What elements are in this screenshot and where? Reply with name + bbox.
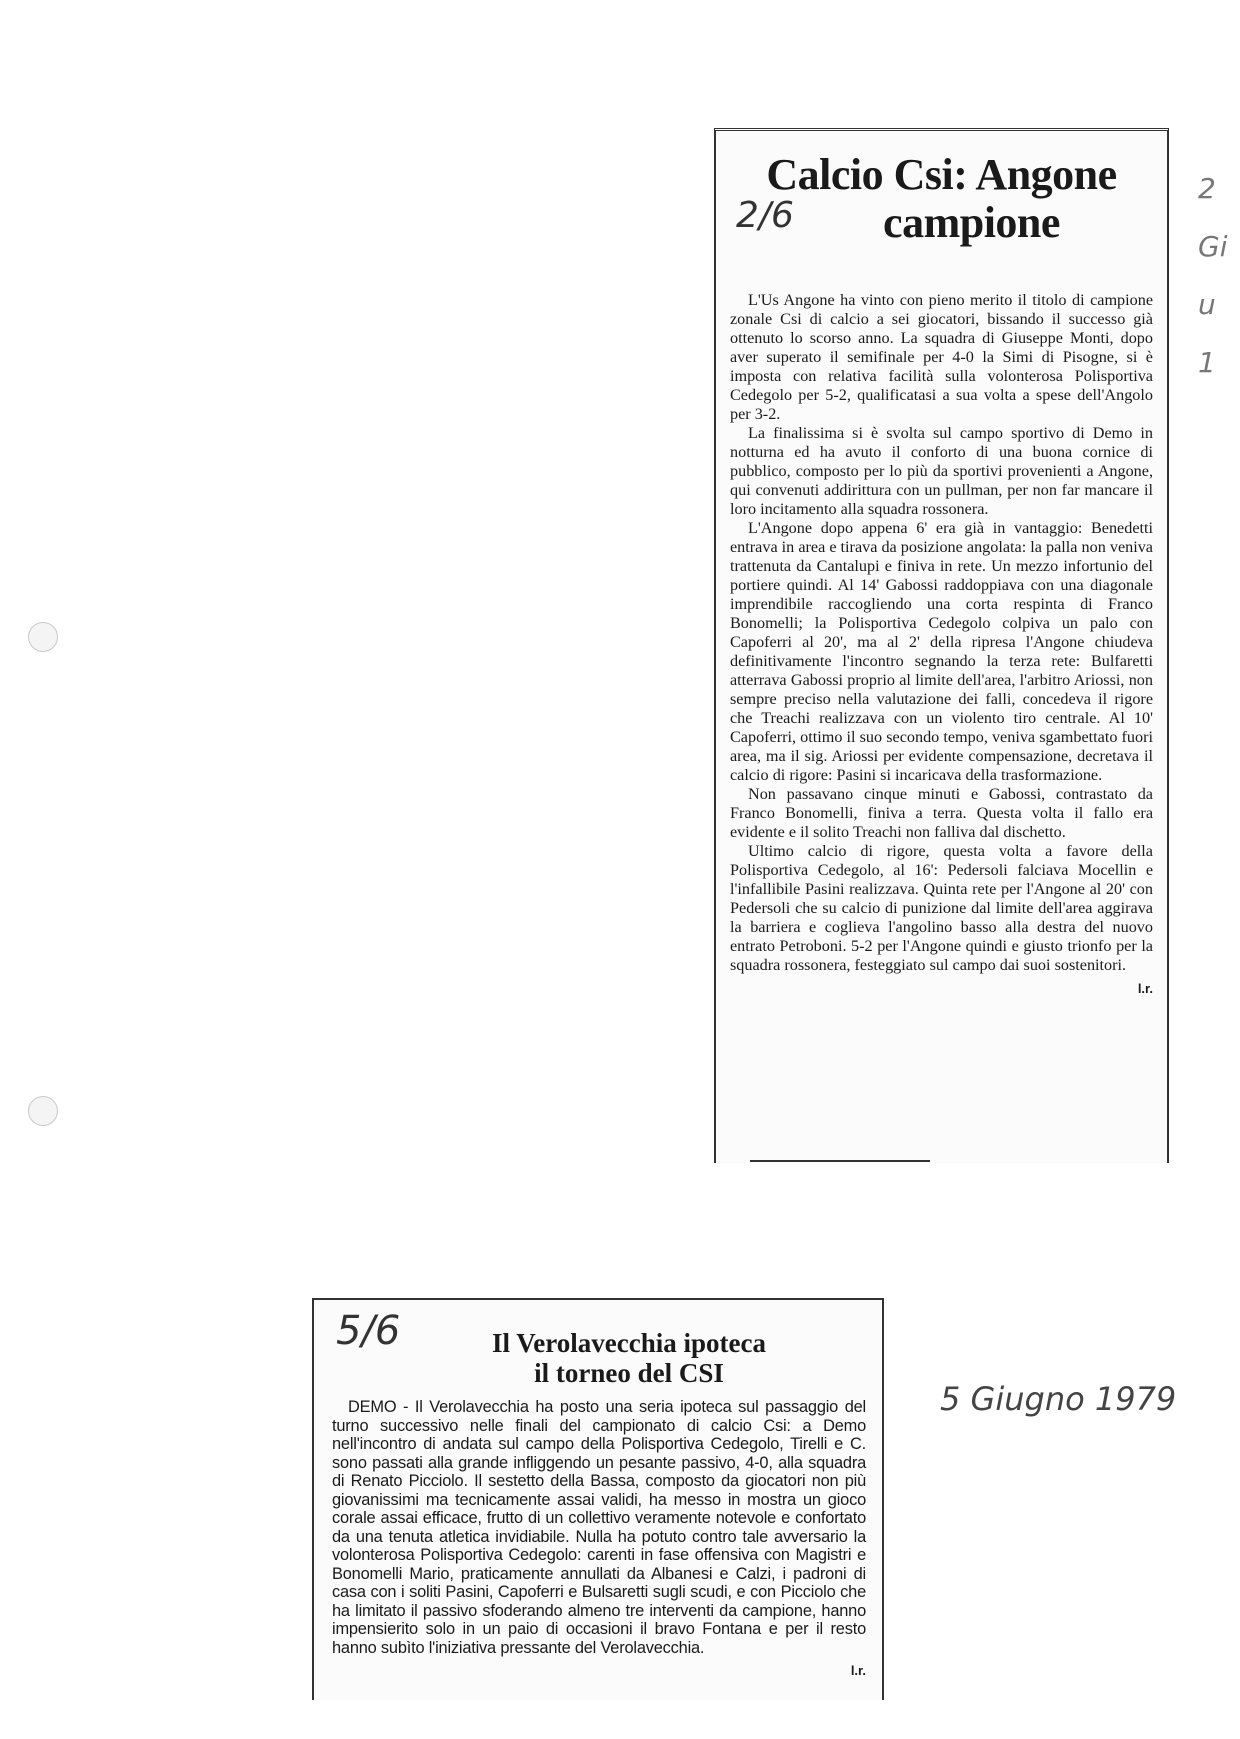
article2-signature: l.r.	[850, 1663, 866, 1678]
article1-paragraph: La finalissima si è svolta sul campo sportivo di Demo in notturna ed ha avuto il conforto di una buona cornice di pubblico, composto per lo più da sportivi provenienti a Angone, qui convenuti addirittura con un pullman, per non far mancare il loro incitamento alla squadra rossonera.	[730, 424, 1153, 518]
punch-hole-top	[28, 622, 58, 652]
article2-headline-line1: Il Verolavecchia ipoteca	[492, 1328, 766, 1358]
article1-paragraph: L'Angone dopo appena 6' era già in vantaggio: Benedetti entrava in area e tirava da posizione angolata: la palla non veniva trattenuta da Cantalupi e finiva in rete. Un mezzo infortunio del portiere quindi. Al 14' Gabossi raddoppiava con una diagonale imprendibile raccogliendo una corta respinta di Franco Bonomelli; la Polisportiva Cedegolo colpiva un palo con Capoferri al 20', ma al 2' della ripresa l'Angone chiudeva definitivamente l'incontro segnando la terza rete: Bulfaretti atterrava Gabossi proprio al limite dell'area, l'arbitro Ariossi, non sempre preciso nella valutazione dei falli, concedeva il rigore che Treachi realizzava con un violento tiro centrale. Al 10' Capoferri, ottimo il suo secondo tempo, veniva sgambettato fuori area, ma il sig. Ariossi per evidente compensazione, decretava il calcio di rigore: Pasini si incaricava della trasformazione.	[730, 519, 1153, 784]
article1-paragraph: L'Us Angone ha vinto con pieno merito il titolo di campione zonale Csi di calcio a sei giocatori, bissando il successo già ottenuto lo scorso anno. La squadra di Giuseppe Monti, dopo aver superato il semifinale per 4-0 la Simi di Pisogne, si è imposta con relativa facilità sulla volonterosa Polisportiva Cedegolo per 5-2, qualificatasi a sua volta a spese dell'Angolo per 3-2.	[730, 291, 1153, 423]
article2-hand-date: 5/6	[336, 1308, 401, 1354]
clipping-bottom-stroke	[750, 1160, 930, 1162]
article2-body	[332, 1398, 866, 1657]
article2-headline-line2: il torneo del CSI	[534, 1358, 724, 1388]
article2-headline	[392, 1328, 866, 1388]
article1-signature: l.r.	[1137, 981, 1153, 996]
article1-body	[730, 291, 1153, 975]
margin-side-note: 2 Giu 1	[1198, 172, 1228, 379]
margin-date-note: 5 Giugno 1979	[940, 1380, 1177, 1418]
punch-hole-bottom	[28, 1096, 58, 1126]
article1-paragraph: Ultimo calcio di rigore, questa volta a favore della Polisportiva Cedegolo, al 16': Pedersoli falciava Mocellin e l'infallibile Pasini realizzava. Quinta rete per l'Angone al 20' con Pedersoli che su calcio di punizione dal limite dell'area aggirava la barriera e coglieva l'angolino basso alla destra del nuovo entrato Petroboni. 5-2 per l'Angone quindi e giusto trionfo per la squadra rossonera, festeggiato sul campo dai suoi sostenitori.	[730, 842, 1153, 974]
newspaper-clipping-verolavecchia	[312, 1298, 884, 1700]
article2-paragraph: DEMO - Il Verolavecchia ha posto una seria ipoteca sul passaggio del turno successivo nelle finali del campionato di calcio Csi: a Demo nell'incontro di andata sul campo della Polisportiva Cedegolo, Tirelli e C. sono passati alla grande infliggendo un pesante passivo, 4-0, alla squadra di Renato Picciolo. Il sestetto della Bassa, composto da giocatori non più giovanissimi ma tecnicamente assai validi, ha messo in mostra un gioco corale assai efficace, frutto di un collettivo veramente notevole e confortato da una tenuta atletica invidiabile. Nulla ha potuto contro tale avversario la volonterosa Polisportiva Cedegolo: carenti in fase offensiva con Magistri e Bonomelli Mario, praticamente annullati da Albanesi e Calzi, i padroni di casa con i soliti Pasini, Capoferri e Bulsaretti sugli scudi, e con Picciolo che ha limitato il passivo sfoderando almeno tre interventi da campione, hanno impensierito solo in un paio di occasioni il bravo Fontana e per il resto hanno subìto l'iniziativa pressante del Verolavecchia.	[332, 1398, 866, 1657]
article1-headline-line2: campione	[883, 198, 1060, 247]
article1-hand-date: 2/6	[736, 195, 794, 236]
newspaper-clipping-angone	[714, 128, 1169, 1163]
article1-paragraph: Non passavano cinque minuti e Gabossi, contrastato da Franco Bonomelli, finiva a terra. Questa volta il fallo era evidente e il solito Treachi non falliva dal dischetto.	[730, 785, 1153, 841]
article1-headline-line1: Calcio Csi: Angone	[766, 150, 1117, 199]
